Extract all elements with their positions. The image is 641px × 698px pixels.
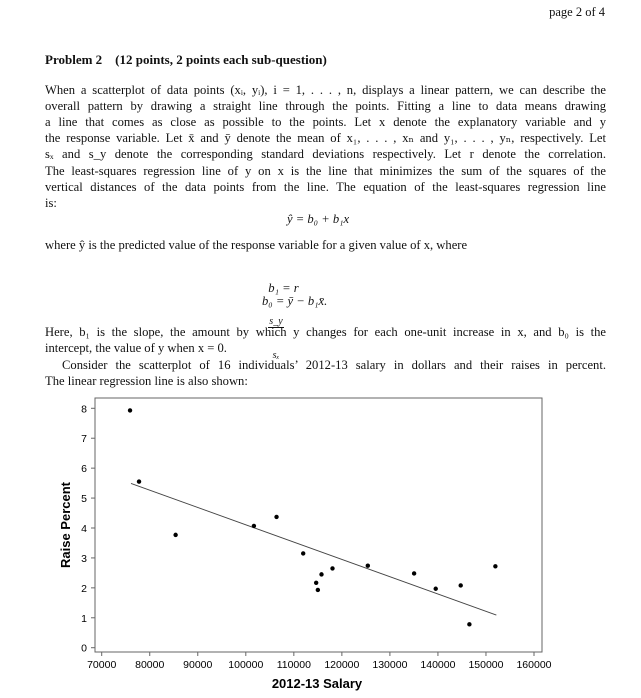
b1-numerator: s_y — [269, 316, 283, 327]
data-point — [467, 622, 471, 626]
paragraph-line: The linear regression line is also shown: — [45, 374, 248, 388]
paragraph-line: When a scatterplot of data points (xᵢ, yᵢ), i = 1, . . . , n, displays a linear pattern, we can describe the — [45, 83, 606, 97]
x-tick-label: 110000 — [276, 659, 311, 671]
paragraph-line: Here, b₁ is the slope, the amount by which y changes for each one-unit increase in x, and b₀ is the — [45, 325, 606, 339]
data-point — [173, 533, 177, 537]
data-point — [330, 566, 334, 570]
data-point — [434, 587, 438, 591]
x-tick-label: 160000 — [516, 659, 552, 671]
regression-equation: ŷ = b₀ + b₁x — [287, 212, 350, 226]
x-tick-label: 90000 — [183, 659, 213, 671]
data-point — [316, 588, 320, 592]
page-number: page 2 of 4 — [549, 5, 605, 19]
paragraph-line: the response variable. Let x̄ and ȳ denote the mean of x₁, . . . , xₙ and y₁, . . . , yₙ, respectively. Let — [45, 131, 606, 145]
plot-frame — [95, 398, 542, 652]
where-line: where ŷ is the predicted value of the response variable for a given value of x, where — [45, 238, 468, 252]
x-axis-label: 2012-13 Salary — [271, 676, 363, 691]
b0-equation: b₀ = ȳ − b₁x̄. — [262, 294, 328, 308]
data-point — [137, 479, 141, 483]
x-tick-label: 80000 — [135, 659, 165, 671]
problem-heading: Problem 2 (12 points, 2 points each sub-question) — [45, 52, 327, 67]
paragraph-line: overall pattern by drawing a straight line through the points. Fitting a line to data means drawing — [45, 99, 606, 113]
data-point — [412, 571, 416, 575]
x-tick-label: 120000 — [324, 659, 360, 671]
y-tick-label: 0 — [81, 642, 87, 655]
y-axis-label: Raise Percent — [58, 482, 73, 568]
data-point — [128, 408, 132, 412]
y-tick-label: 8 — [81, 403, 87, 416]
paragraph-line: intercept, the value of y when x = 0. — [45, 341, 227, 355]
y-tick-label: 5 — [81, 493, 87, 506]
data-point — [252, 524, 256, 528]
paragraph-line: The least-squares regression line of y on x is the line that minimizes the sum of the squares of the — [45, 164, 606, 178]
y-tick-label: 1 — [81, 612, 87, 625]
paragraph-line: vertical distances of the data points from the line. The equation of the least-squares regression line — [45, 180, 606, 194]
y-tick-label: 3 — [81, 552, 87, 565]
data-point — [314, 581, 318, 585]
paragraph-line: a line that comes as close as possible to the points. Let x denote the explanatory variable and y — [45, 115, 606, 129]
y-tick-label: 7 — [81, 433, 87, 446]
x-tick-label: 70000 — [87, 659, 117, 671]
x-tick-label: 140000 — [420, 659, 456, 671]
data-point — [301, 551, 305, 555]
b1-denominator: sₓ — [272, 350, 280, 361]
y-tick-label: 2 — [81, 582, 87, 595]
paragraph-line: Consider the scatterplot of 16 individuals’ 2012-13 salary in dollars and their raises in percent. — [62, 358, 606, 372]
data-point — [459, 583, 463, 587]
paragraph-line: is: — [45, 196, 57, 210]
data-point — [493, 564, 497, 568]
data-point — [366, 564, 370, 568]
data-point — [319, 572, 323, 576]
x-tick-label: 100000 — [228, 659, 264, 671]
x-tick-label: 150000 — [468, 659, 504, 671]
b1-left: b₁ = r — [268, 281, 299, 295]
data-point — [274, 515, 278, 519]
y-tick-label: 4 — [81, 523, 87, 535]
paragraph-line: sₓ and s_y denote the corresponding standard deviations respectively. Let r denote the correlation. — [45, 147, 606, 161]
y-tick-label: 6 — [81, 463, 87, 476]
regression-line — [131, 483, 496, 615]
x-tick-label: 130000 — [372, 659, 408, 671]
